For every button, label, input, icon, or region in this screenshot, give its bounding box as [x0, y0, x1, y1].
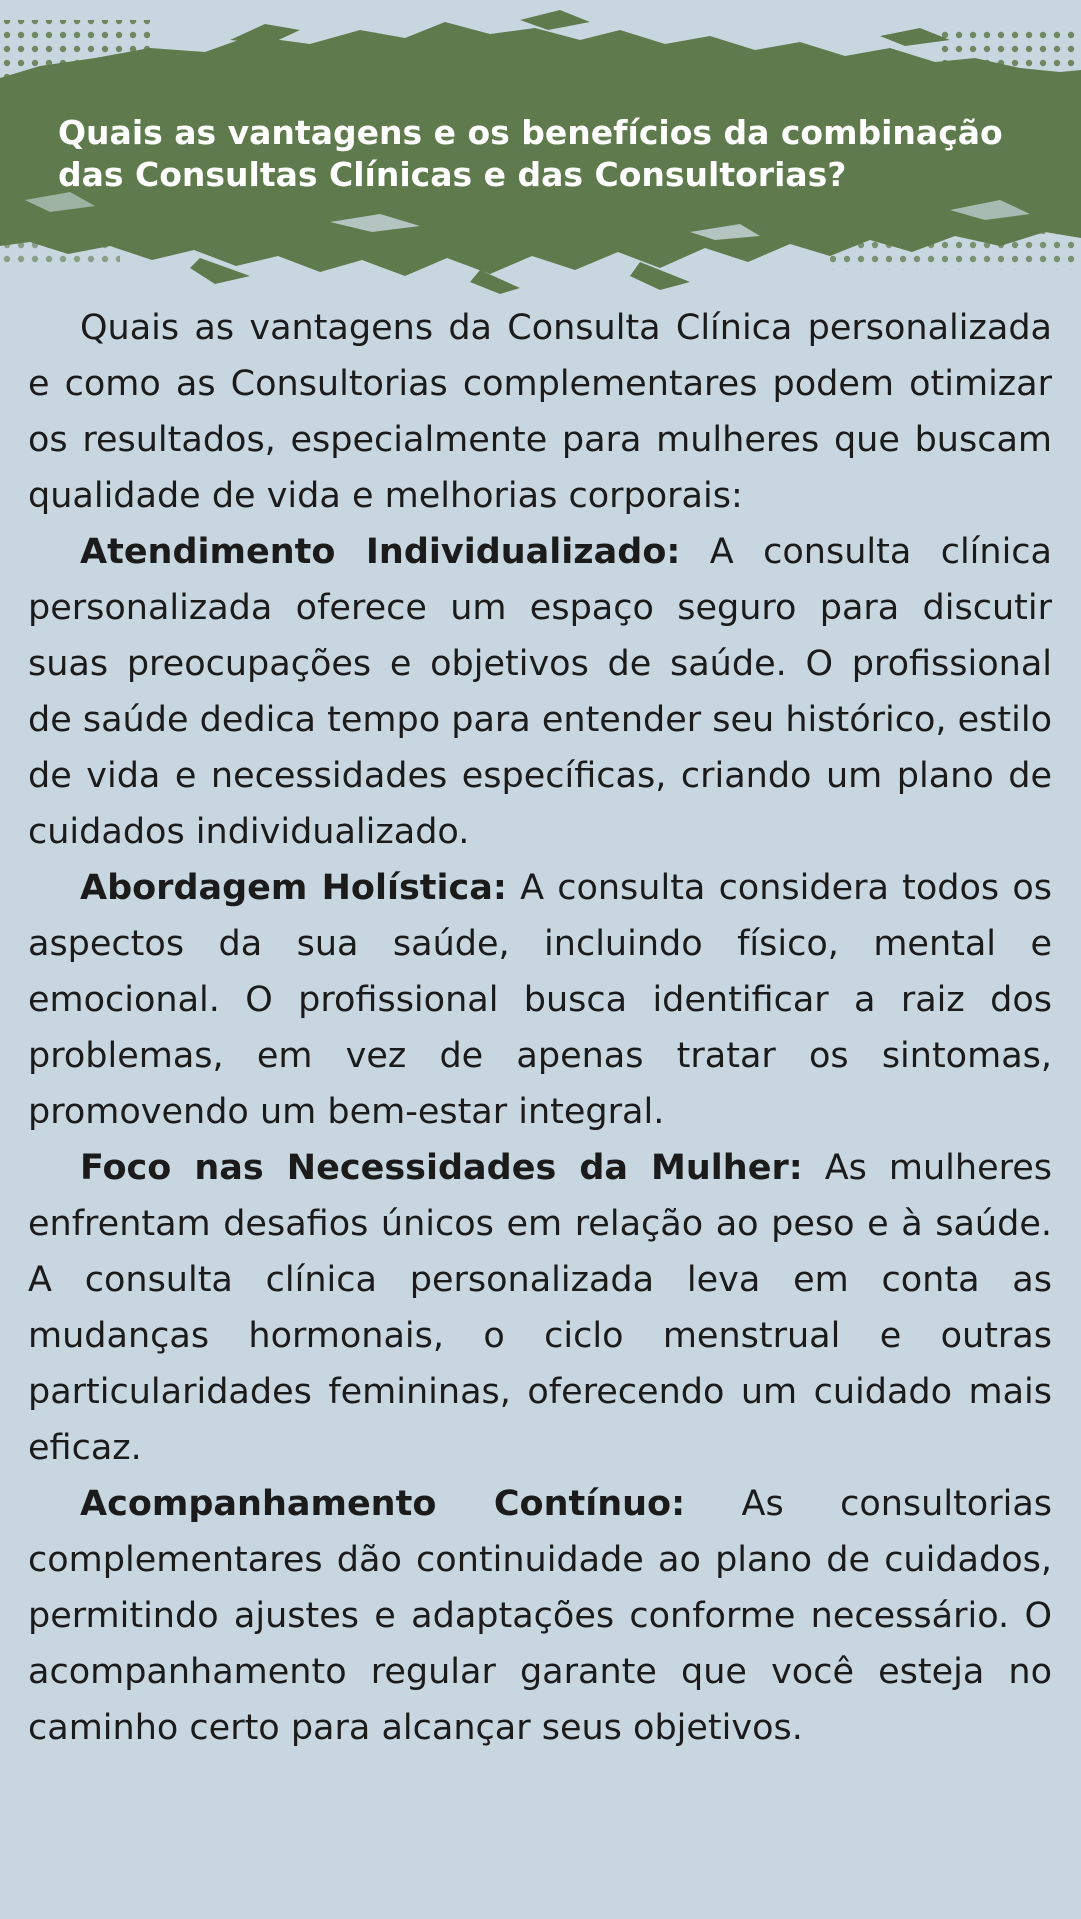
section-text: A consulta considera todos os aspectos da sua saúde, incluindo físico, mental e emocional. O profissional busca identificar a raiz dos problemas, em vez de apenas tratar os sintomas, promovendo um bem-estar integral. [28, 868, 1052, 1132]
intro-paragraph: Quais as vantagens da Consulta Clínica personalizada e como as Consultorias complementares podem otimizar os resultados, especialmente para mulheres que buscam qualidade de vida e melhorias corporais: [28, 308, 1052, 516]
section-text: As mulheres enfrentam desafios únicos em relação ao peso e à saúde. A consulta clínica personalizada leva em conta as mudanças hormonais, o ciclo menstrual e outras particularidades femininas, oferecendo um cuidado mais eficaz. [28, 1148, 1052, 1468]
section-text: As consultorias complementares dão continuidade ao plano de cuidados, permitindo ajustes e adaptações conforme necessário. O acompanhamento regular garante que você esteja no caminho certo para alcançar seus objetivos. [28, 1484, 1052, 1748]
section-acompanhamento-continuo [28, 1476, 1052, 1756]
section-foco-necessidades-mulher [28, 1140, 1052, 1476]
header-banner [0, 0, 1081, 300]
section-heading: Foco nas Necessidades da Mulher: [80, 1148, 803, 1188]
section-atendimento-individualizado [28, 524, 1052, 860]
section-text: A consulta clínica personalizada oferece um espaço seguro para discutir suas preocupações e objetivos de saúde. O profissional de saúde dedica tempo para entender seu histórico, estilo de vida e necessidades específicas, criando um plano de cuidados individualizado. [28, 532, 1053, 852]
section-heading: Acompanhamento Contínuo: [80, 1484, 686, 1524]
page-title: Quais as vantagens e os benefícios da combinação das Consultas Clínicas e das Consultorias? [58, 113, 1003, 194]
article-body [28, 300, 1052, 1756]
section-abordagem-holistica [28, 860, 1052, 1140]
section-heading: Abordagem Holística: [80, 868, 507, 908]
section-heading: Atendimento Individualizado: [80, 532, 681, 572]
